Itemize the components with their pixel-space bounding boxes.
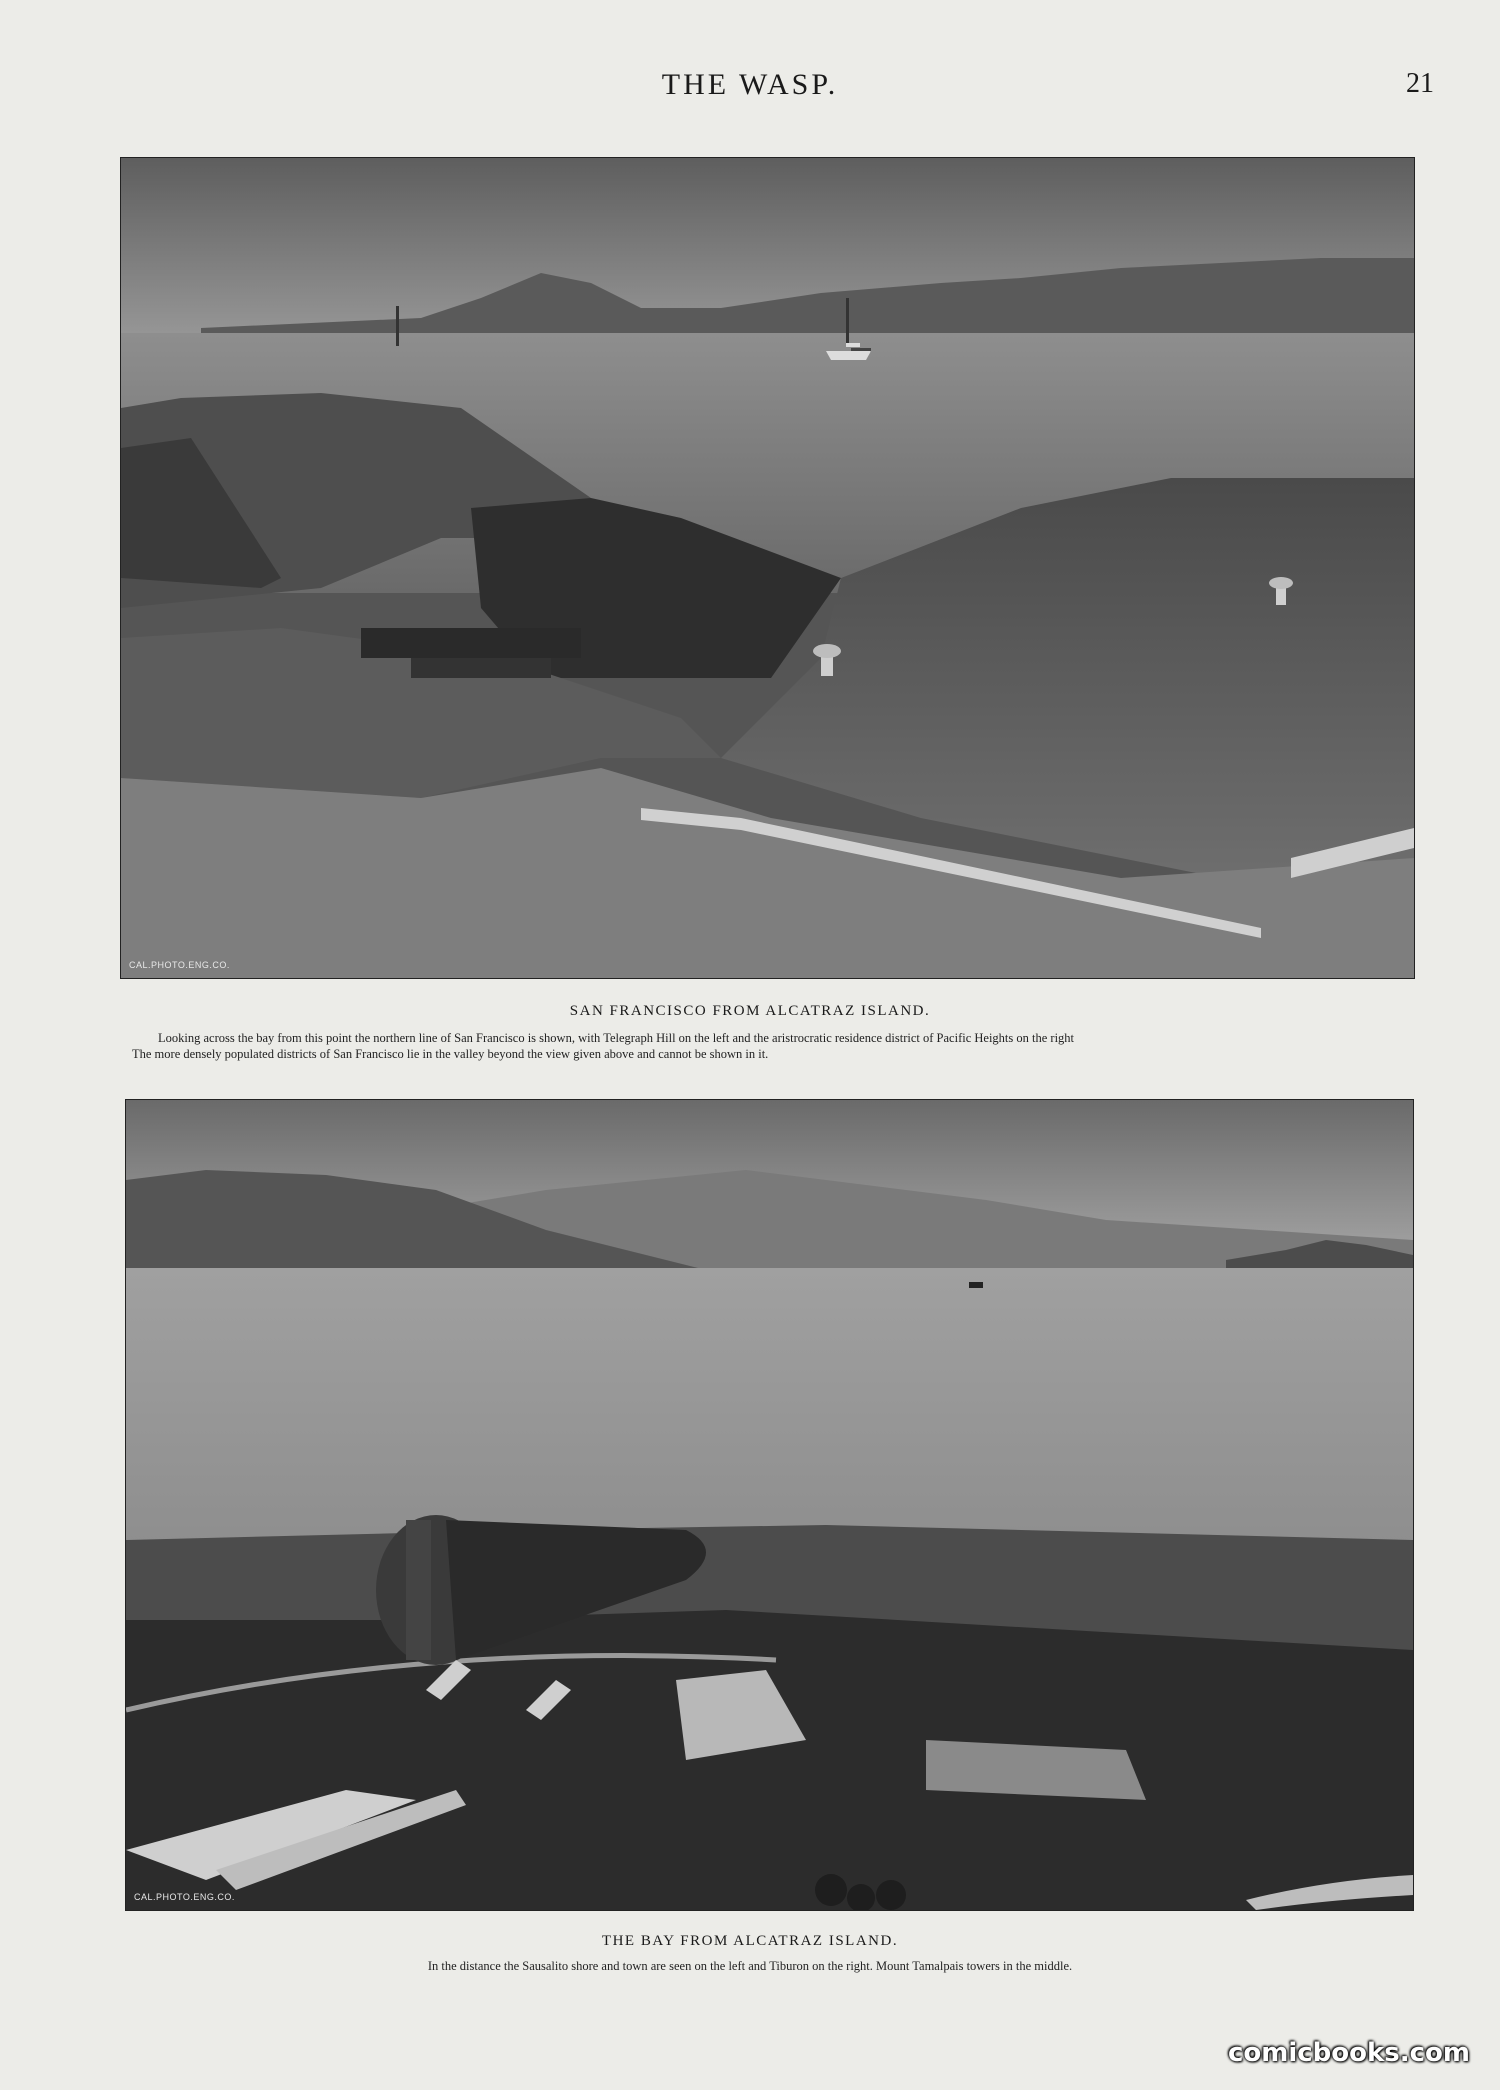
watermark: comicbooks.com [1227,2038,1470,2068]
photo-credit: CAL.PHOTO.ENG.CO. [129,960,230,970]
caption-body [132,1030,1412,1062]
photo-san-francisco [120,157,1415,979]
photo-bay-image [126,1100,1413,1910]
page-number: 21 [1406,68,1434,99]
caption-title: THE BAY FROM ALCATRAZ ISLAND. [601,1933,899,1949]
photo-san-francisco-image [121,158,1414,978]
masthead: THE WASP. [661,68,839,101]
caption-line: The more densely populated districts of San Francisco lie in the valley beyond the view given above and cannot be shown in it. [132,1047,769,1061]
photo-credit: CAL.PHOTO.ENG.CO. [134,1892,235,1902]
photo-bay [125,1099,1414,1911]
caption-line: Looking across the bay from this point the northern line of San Francisco is shown, with Telegraph Hill on the left and the aristrocratic residence district of Pacific Heights on the right [158,1031,1075,1045]
caption-body: In the distance the Sausalito shore and town are seen on the left and Tiburon on the right. Mount Tamalpais towers in the middle. [427,1959,1073,1973]
caption-title: SAN FRANCISCO FROM ALCATRAZ ISLAND. [569,1003,931,1019]
